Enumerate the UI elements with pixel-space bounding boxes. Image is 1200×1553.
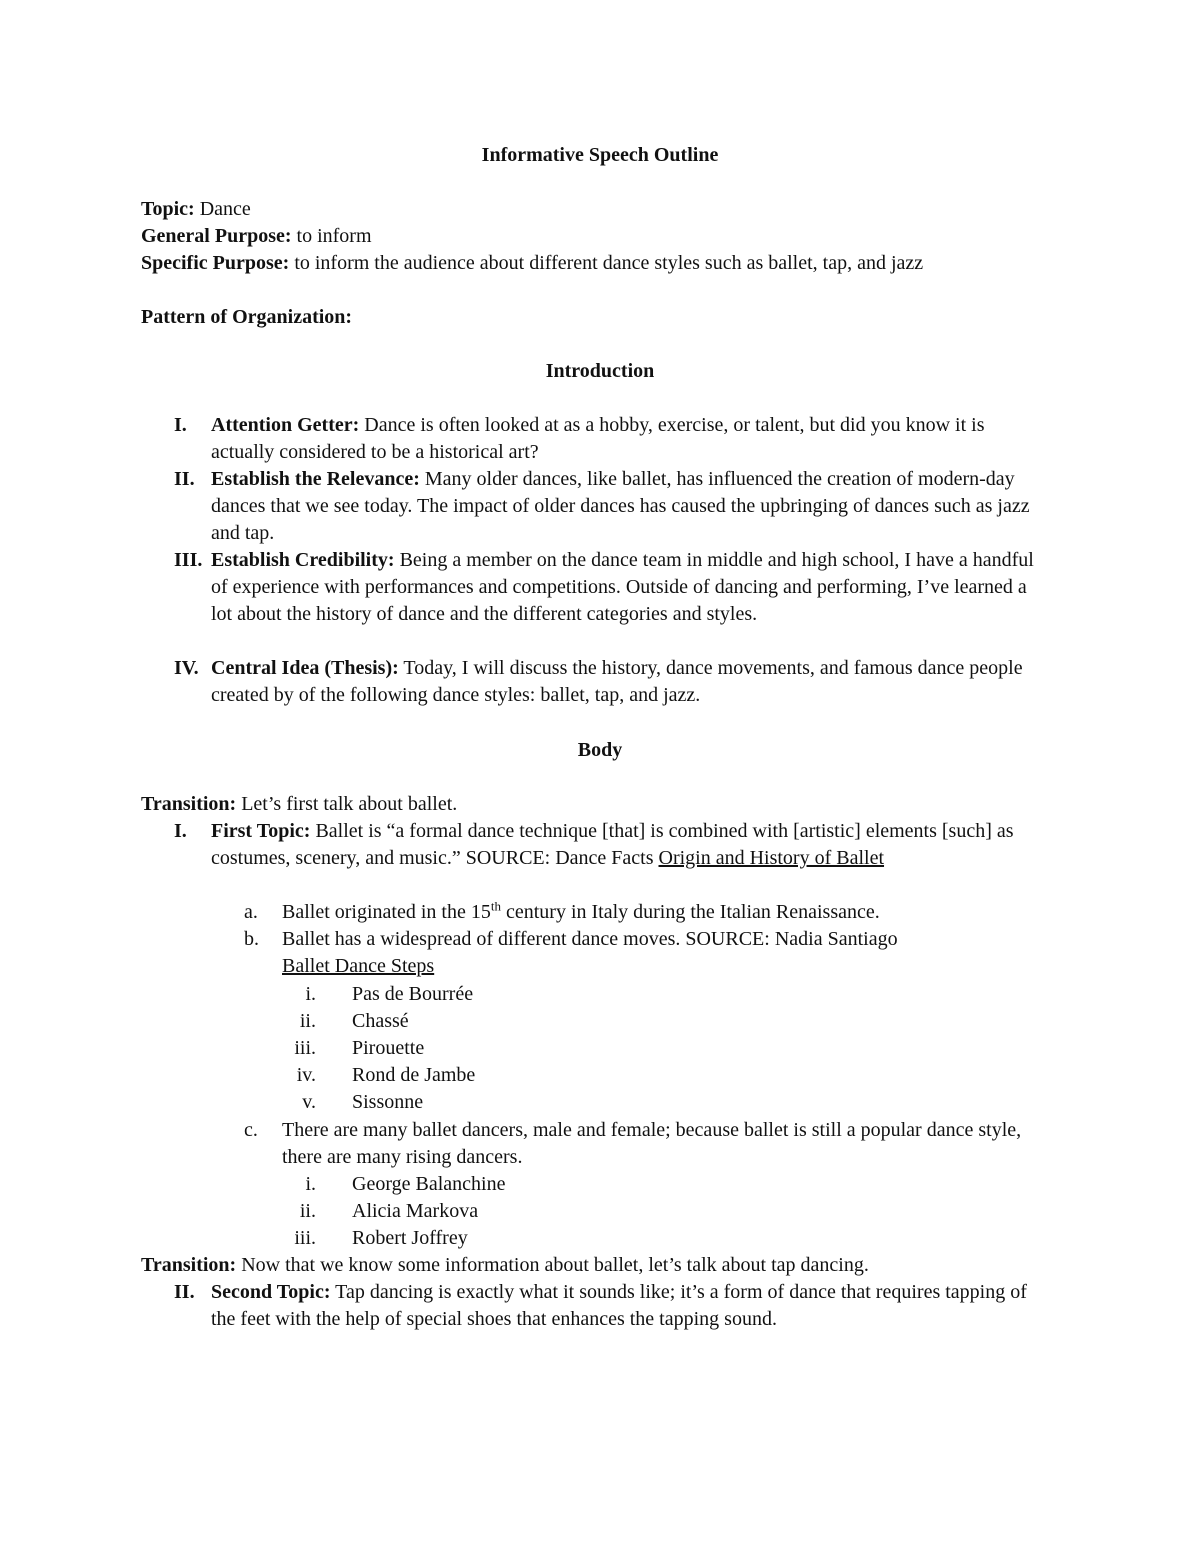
intro-item-attention-getter <box>141 412 1046 466</box>
item-label: Establish Credibility: <box>211 549 395 571</box>
introduction-heading: Introduction <box>545 360 655 382</box>
sub-item-text: Ballet has a widespread of different dance moves. SOURCE: Nadia Santiago <box>282 928 898 950</box>
roman-numeral: iv. <box>296 1064 316 1086</box>
body-item-first-topic <box>141 818 1046 872</box>
item-text: Today, I will discuss the history, dance movements, and famous dance people created by of the following dance styles: ballet, tap, and jazz. <box>211 657 1023 706</box>
roman-numeral: iii. <box>294 1037 316 1059</box>
item-text: Tap dancing is exactly what it sounds like; it’s a form of dance that requires tapping of the feet with the help of special shoes that enhances the tapping sound. <box>211 1281 1027 1330</box>
dancer-name: Robert Joffrey <box>352 1227 468 1249</box>
item-label: First Topic: <box>211 820 311 842</box>
dancer-item <box>281 1171 881 1198</box>
sub-item-text: There are many ballet dancers, male and female; because ballet is still a popular dance style, there are many rising dancers. <box>282 1119 1022 1168</box>
dance-move-text: Pirouette <box>352 1037 425 1059</box>
specific-purpose-label: Specific Purpose: <box>141 252 290 274</box>
specific-purpose-line <box>141 250 1031 277</box>
roman-numeral: iii. <box>294 1227 316 1249</box>
document-title: Informative Speech Outline <box>481 144 719 166</box>
source-title-link[interactable]: Origin and History of Ballet <box>658 847 885 869</box>
dance-move-item <box>281 981 881 1008</box>
dance-move-text: Chassé <box>352 1010 409 1032</box>
dance-move-item <box>281 1089 881 1116</box>
general-purpose-line <box>141 223 372 250</box>
transition-text: Let’s first talk about ballet. <box>241 793 458 815</box>
sub-item-text-after: century in Italy during the Italian Renaissance. <box>505 901 880 923</box>
dancer-item <box>281 1225 881 1252</box>
item-number: II. <box>174 468 195 490</box>
roman-numeral: ii. <box>299 1010 316 1032</box>
item-label: Attention Getter: <box>211 414 360 436</box>
general-purpose-value: to inform <box>296 225 372 247</box>
item-text: Dance is often looked at as a hobby, exercise, or talent, but did you know it is actually considered to be a historical art? <box>211 414 985 463</box>
item-text: Being a member on the dance team in middle and high school, I have a handful of experience with performances and competitions. Outside of dancing and performing, I’ve learned a lot about the history of dance and the different categories and styles. <box>211 549 1034 625</box>
sub-item-letter: a. <box>244 901 258 923</box>
item-number: III. <box>174 549 203 571</box>
dance-move-item <box>281 1008 881 1035</box>
transition-label: Transition: <box>141 793 237 815</box>
dance-move-item <box>281 1035 881 1062</box>
item-number: I. <box>174 820 187 842</box>
sub-item-c <box>211 1117 1046 1171</box>
intro-item-thesis <box>141 655 1046 709</box>
item-label: Central Idea (Thesis): <box>211 657 399 679</box>
item-number: I. <box>174 414 187 436</box>
roman-numeral: ii. <box>299 1200 316 1222</box>
pattern-of-organization-label: Pattern of Organization: <box>141 306 353 328</box>
roman-numeral: i. <box>305 983 316 1005</box>
topic-label: Topic: <box>141 198 195 220</box>
dance-move-item <box>281 1062 881 1089</box>
sub-item-b <box>211 926 1046 980</box>
item-label: Establish the Relevance: <box>211 468 420 490</box>
transition-label: Transition: <box>141 1254 237 1276</box>
topic-value: Dance <box>199 198 251 220</box>
superscript: th <box>490 898 501 914</box>
specific-purpose-value: to inform the audience about different dance styles such as ballet, tap, and jazz <box>294 252 924 274</box>
sub-item-a <box>211 899 1046 926</box>
body-item-second-topic <box>141 1279 1046 1333</box>
dancer-name: George Balanchine <box>352 1173 506 1195</box>
sub-item-letter: c. <box>244 1119 258 1141</box>
dance-move-text: Pas de Bourrée <box>352 983 474 1005</box>
item-label: Second Topic: <box>211 1281 331 1303</box>
item-number: II. <box>174 1281 195 1303</box>
intro-item-relevance <box>141 466 1046 547</box>
body-heading: Body <box>577 739 623 761</box>
sub-item-letter: b. <box>244 928 259 950</box>
transition-text: Now that we know some information about ballet, let’s talk about tap dancing. <box>241 1254 869 1276</box>
transition-line-2 <box>141 1252 869 1279</box>
item-number: IV. <box>174 657 199 679</box>
roman-numeral: i. <box>305 1173 316 1195</box>
sub-item-text: Ballet originated in the 15 <box>282 901 491 923</box>
source-title-link[interactable]: Ballet Dance Steps <box>282 955 435 977</box>
item-text: Many older dances, like ballet, has influenced the creation of modern-day dances that we see today. The impact of older dances has caused the upbringing of dances such as jazz and tap. <box>211 468 1030 544</box>
intro-item-credibility <box>141 547 1046 628</box>
dancer-item <box>281 1198 881 1225</box>
roman-numeral: v. <box>302 1091 316 1113</box>
transition-line-1 <box>141 791 457 818</box>
dance-move-text: Sissonne <box>352 1091 424 1113</box>
dance-move-text: Rond de Jambe <box>352 1064 476 1086</box>
item-text: Ballet is “a formal dance technique [that] is combined with [artistic] elements [such] as costumes, scenery, and music.” SOURCE: Dance Facts <box>211 820 1014 869</box>
topic-line <box>141 196 251 223</box>
dancer-name: Alicia Markova <box>352 1200 479 1222</box>
general-purpose-label: General Purpose: <box>141 225 292 247</box>
